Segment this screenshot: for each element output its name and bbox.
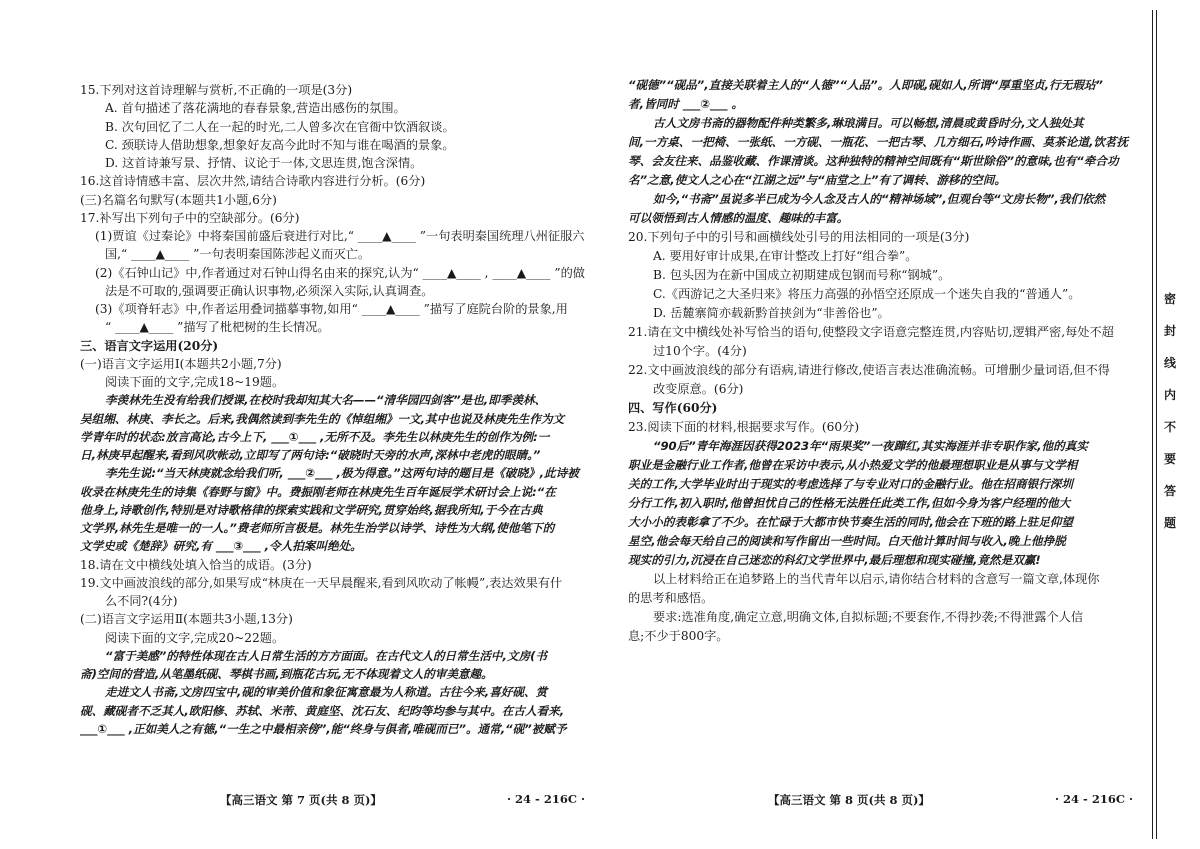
binding-rule — [1156, 10, 1157, 839]
page-7 — [80, 0, 585, 849]
text-line: 改变原意。(6分) — [653, 382, 744, 396]
text-line: “90后”青年海涯因获得2023年“雨果奖”一夜蹿红,其实海涯并非专职作家,他的真实 — [653, 439, 1088, 453]
text-line: 职业是金融行业工作者,他曾在采访中表示,从小热爱文学的他最理想职业是从事与文学相 — [628, 458, 1078, 472]
text-line: 古人文房书斋的器物配件种类繁多,琳琅满目。可以畅想,清晨或黄昏时分,文人独处其 — [653, 116, 1084, 130]
text-line: 的思考和感悟。 — [628, 591, 714, 605]
text-line: 18.请在文中横线处填入恰当的成语。(3分) — [80, 557, 312, 572]
text-line: 阅读下面的文字,完成20~22题。 — [105, 630, 285, 645]
text-line: B. 包头因为在新中国成立初期建成包钢而号称“钢城”。 — [653, 268, 951, 282]
text-line: 收录在林庚先生的诗集《春野与窗》中。费振刚老师在林庚先生百年诞辰学术研讨会上说:“在 — [80, 484, 556, 499]
text-line: 走进文人书斋,文房四宝中,砚的审美价值和象征寓意最为人称道。古往今来,喜好砚、赏 — [105, 685, 548, 700]
text-line: 斋)空间的营造,从笔墨纸砚、琴棋书画,到瓶花古玩,无不体现着文人的审美意趣。 — [80, 667, 493, 681]
text-line: 21.请在文中横线处补写恰当的语句,使整段文字语意完整连贯,内容贴切,逻辑严密,每处不超 — [628, 325, 1114, 339]
text-line: 李先生说:“当天林庚就念给我们听, ___②___ ,极为得意。”这两句诗的题目是《破晓》,此诗被 — [105, 466, 579, 481]
text-line: A. 要用好审计成果,在审计整改上打好“组合拳”。 — [653, 249, 918, 263]
binding-notice — [1160, 290, 1180, 546]
text-line: 现实的引力,沉浸在自己迷恋的科幻文学世界中,最后理想和现实碰撞,竟然是双赢! — [628, 553, 1041, 567]
binding-rule — [1152, 10, 1153, 839]
text-line: 大小小的表彰拿了不少。在忙碌于大都市快节奏生活的同时,他会在下班的路上驻足仰望 — [628, 515, 1073, 529]
text-line: 关的工作,大学毕业时出于现实的考虑选择了与专业对口的金融行业。他在招商银行深圳 — [628, 477, 1073, 491]
text-line: C. 颈联诗人借助想象,想象好友高今此时不知与谁在喝酒的景象。 — [105, 137, 455, 152]
text-line: “ ____▲____ ”描写了枇杷树的生长情况。 — [105, 320, 330, 335]
binding-char: 不 — [1163, 420, 1176, 434]
text-line: 17.补写出下列句子中的空缺部分。(6分) — [80, 210, 300, 225]
text-line: 阅读下面的文字,完成18~19题。 — [105, 375, 285, 389]
text-line: 星空,他会每天给自己的阅读和写作留出一些时间。白天他计算时间与收入,晚上他挣脱 — [628, 534, 1066, 548]
text-line: 19.文中画波浪线的部分,如果写成“林庚在一天早晨醒来,看到风吹动了帐幔”,表达效果有什 — [80, 575, 563, 590]
exam-code: · 24 - 216C · — [1055, 792, 1133, 806]
text-line: 间,一方桌、一把椅、一张纸、一方砚、一瓶花、一把古琴、几方细石,吟诗作画、莫茶论道,饮茗抚 — [628, 135, 1129, 149]
text-line: B. 次句回忆了二人在一起的时光,二人曾多次在官衙中饮酒叙谈。 — [105, 119, 455, 134]
text-line: 国,“ ____▲____ ”一句表明秦国陈涉起义而灭亡。 — [105, 247, 371, 262]
text-line: 22.文中画波浪线的部分有语病,请进行修改,使语言表达准确流畅。可增删少量词语,但不得 — [628, 363, 1110, 377]
binding-char: 内 — [1163, 388, 1176, 402]
binding-char: 要 — [1163, 452, 1176, 466]
text-line: (3)《项脊轩志》中,作者运用叠词描摹事物,如用“ ____▲____ ”描写了庭院台阶的景象,用 — [95, 302, 568, 316]
binding-char: 题 — [1163, 516, 1176, 530]
text-line: 四、写作(60分) — [628, 401, 718, 415]
text-line: 李羡林先生没有给我们授课,在校时我却知其大名——“清华园四剑客”是也,即季羡林、 — [105, 393, 547, 408]
text-line: 法是不可取的,强调要正确认识事物,必须深入实际,认真调查。 — [105, 283, 434, 298]
binding-char: 线 — [1163, 356, 1176, 370]
text-line: 者,皆同时 ___②___ 。 — [628, 97, 744, 111]
text-line: (三)名篇名句默写(本题共1小题,6分) — [80, 192, 277, 207]
text-line: 砚、藏砚者不乏其人,欧阳修、苏轼、米芾、黄庭坚、沈石友、纪昀等均参与其中。在古人看来, — [80, 703, 565, 718]
page-number: 【高三语文 第 8 页(共 8 页)】 — [768, 793, 930, 807]
binding-char: 封 — [1163, 324, 1176, 338]
binding-char: 答 — [1163, 484, 1176, 498]
text-line: 可以领悟到古人情感的温度、趣味的丰富。 — [628, 211, 849, 225]
text-line: 三、语言文字运用(20分) — [80, 338, 219, 353]
text-line: 20.下列句子中的引号和画横线处引号的用法相同的一项是(3分) — [628, 230, 970, 244]
text-line: 名”之意,使文人之心在“江湖之远”与“庙堂之上”有了调转、游移的空间。 — [628, 173, 1006, 187]
text-line: 琴、会友往来、品鉴收藏、作课清谈。这种独特的精神空间既有“斯世除俗”的意味,也有“牵合功 — [628, 154, 1119, 168]
page-8 — [628, 0, 1133, 849]
exam-code: · 24 - 216C · — [507, 792, 585, 806]
text-line: 如今,“书斋”虽说多半已成为今人念及古人的“精神场域”,但观台等“文房长物”,我们依然 — [653, 192, 1106, 206]
text-line: 日,林庚早起醒来,看到风吹帐动,立即写了两句诗:“破晓时天旁的水声,深林中老虎的眼睛。” — [80, 448, 541, 462]
text-line: 文学史或《楚辞》研究,有 ___③___ ,令人拍案叫绝处。 — [80, 539, 362, 554]
page-number: 【高三语文 第 7 页(共 8 页)】 — [220, 793, 382, 807]
text-line: 吴组缃、林庚、李长之。后来,我偶然读到李先生的《悼组缃》一文,其中也说及林庚先生作为文 — [80, 411, 565, 426]
text-line: D. 这首诗兼写景、抒情、议论于一体,文思连贯,饱含深情。 — [105, 156, 423, 170]
text-line: 他身上,诗歌创作,特别是对诗歌格律的探索实践和文学研究,贯穿始终,据我所知,于今在古典 — [80, 502, 543, 517]
text-line: 么不同?(4分) — [105, 594, 178, 608]
text-line: ___①___ ,正如美人之有德,“一生之中最相亲傍”,能“终身与俱者,唯砚而已”。通常,“砚”被赋予 — [80, 721, 567, 736]
text-line: 过10个字。(4分) — [653, 344, 747, 358]
text-line: (1)贾谊《过秦论》中将秦国前盛后衰进行对比,“ ____▲____ ”一句表明秦国统理八州征服六 — [95, 229, 585, 243]
binding-char: 密 — [1163, 292, 1176, 306]
text-line: 16.这首诗情感丰富、层次井然,请结合诗歌内容进行分析。(6分) — [80, 174, 426, 189]
text-line: “富于美感”的特性体现在古人日常生活的方方面面。在古代文人的日常生活中,文房(书 — [105, 648, 548, 663]
text-line: 15.下列对这首诗理解与赏析,不正确的一项是(3分) — [80, 83, 353, 97]
text-line: (一)语言文字运用Ⅰ(本题共2小题,7分) — [80, 356, 282, 371]
text-line: 23.阅读下面的材料,根据要求写作。(60分) — [628, 420, 860, 434]
text-line: 息;不少于800字。 — [628, 629, 729, 643]
text-line: 文学界,林先生是唯一的一人。”费老师所言极是。林先生治学以诗学、诗性为大纲,使他笔下的 — [80, 521, 555, 535]
text-line: 以上材料给正在追梦路上的当代青年以启示,请你结合材料的含意写一篇文章,体现你 — [653, 572, 1100, 586]
text-line: 要求:选准角度,确定立意,明确文体,自拟标题;不要套作,不得抄袭;不得泄露个人信 — [653, 610, 1084, 624]
text-line: D. 岳麓寨简亦载新黔首挟剑为“非善俗也”。 — [653, 306, 890, 320]
text-line: “砚德”“砚品”,直接关联着主人的“人德”“人品”。人即砚,砚如人,所谓“厚重坚贞,行无瑕玷” — [628, 78, 1103, 92]
text-line: 分行工作,初入职时,他曾担忧自己的性格无法胜任此类工作,但如今身为客户经理的他大 — [628, 496, 1071, 510]
text-line: 学青年时的状态:放言高论,古今上下, ___①___ ,无所不及。李先生以林庚先生的创作为例:一 — [80, 429, 550, 444]
text-line: (2)《石钟山记》中,作者通过对石钟山得名由来的探究,认为“ ____▲____ , ____▲____ ”的做 — [95, 265, 585, 280]
text-line: A. 首句描述了落花满地的春春景象,营造出感伤的氛围。 — [105, 101, 406, 116]
text-line: (二)语言文字运用Ⅱ(本题共3小题,13分) — [80, 612, 293, 627]
text-line: C.《西游记之大圣归来》将压力高强的孙悟空还原成一个迷失自我的“普通人”。 — [653, 287, 1081, 301]
